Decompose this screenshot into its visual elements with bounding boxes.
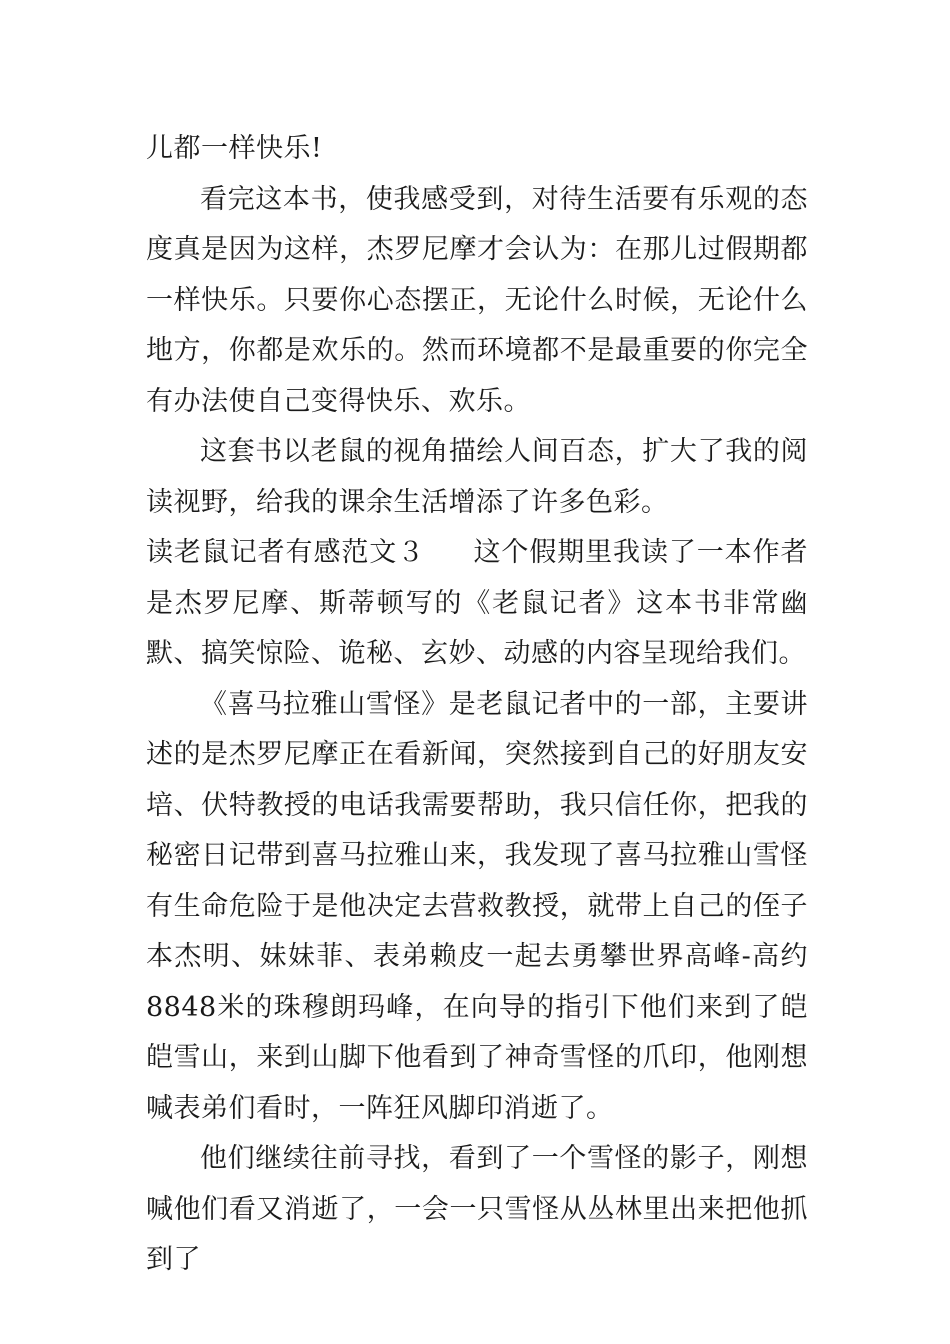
section-title: 读老鼠记者有感范文３ xyxy=(146,537,426,568)
section-paragraph xyxy=(146,528,808,680)
paragraph-4: 《喜马拉雅山雪怪》是老鼠记者中的一部，主要讲述的是杰罗尼摩正在看新闻，突然接到自己的好朋友安培、伏特教授的电话我需要帮助，我只信任你，把我的秘密日记带到喜马拉雅山来，我发现了喜马拉雅山雪怪有生命危险于是他决定去营救教授，就带上自己的侄子本杰明、妹妹菲、表弟赖皮一起去勇攀世界高峰-高约8848米的珠穆朗玛峰，在向导的指引下他们来到了皑皑雪山，来到山脚下他看到了神奇雪怪的爪印，他刚想喊表弟们看时，一阵狂风脚印消逝了。 xyxy=(146,688,808,1124)
paragraph-0: 儿都一样快乐! xyxy=(146,133,323,164)
document-body xyxy=(146,124,808,1286)
paragraph-5: 他们继续往前寻找，看到了一个雪怪的影子，刚想喊他们看又消逝了，一会一只雪怪从丛林里出来把他抓到了 xyxy=(146,1143,808,1275)
paragraph-1: 看完这本书，使我感受到，对待生活要有乐观的态度真是因为这样，杰罗尼摩才会认为：在那儿过假期都一样快乐。只要你心态摆正，无论什么时候，无论什么地方，你都是欢乐的。然而环境都不是最重要的你完全有办法使自己变得快乐、欢乐。 xyxy=(146,183,808,417)
paragraph-2: 这套书以老鼠的视角描绘人间百态，扩大了我的阅读视野，给我的课余生活增添了许多色彩。 xyxy=(146,436,808,518)
section-body: 这个假期里我读了一本作者是杰罗尼摩、斯蒂顿写的《老鼠记者》这本书非常幽默、搞笑惊险、诡秘、玄妙、动感的内容呈现给我们。 xyxy=(146,537,809,669)
